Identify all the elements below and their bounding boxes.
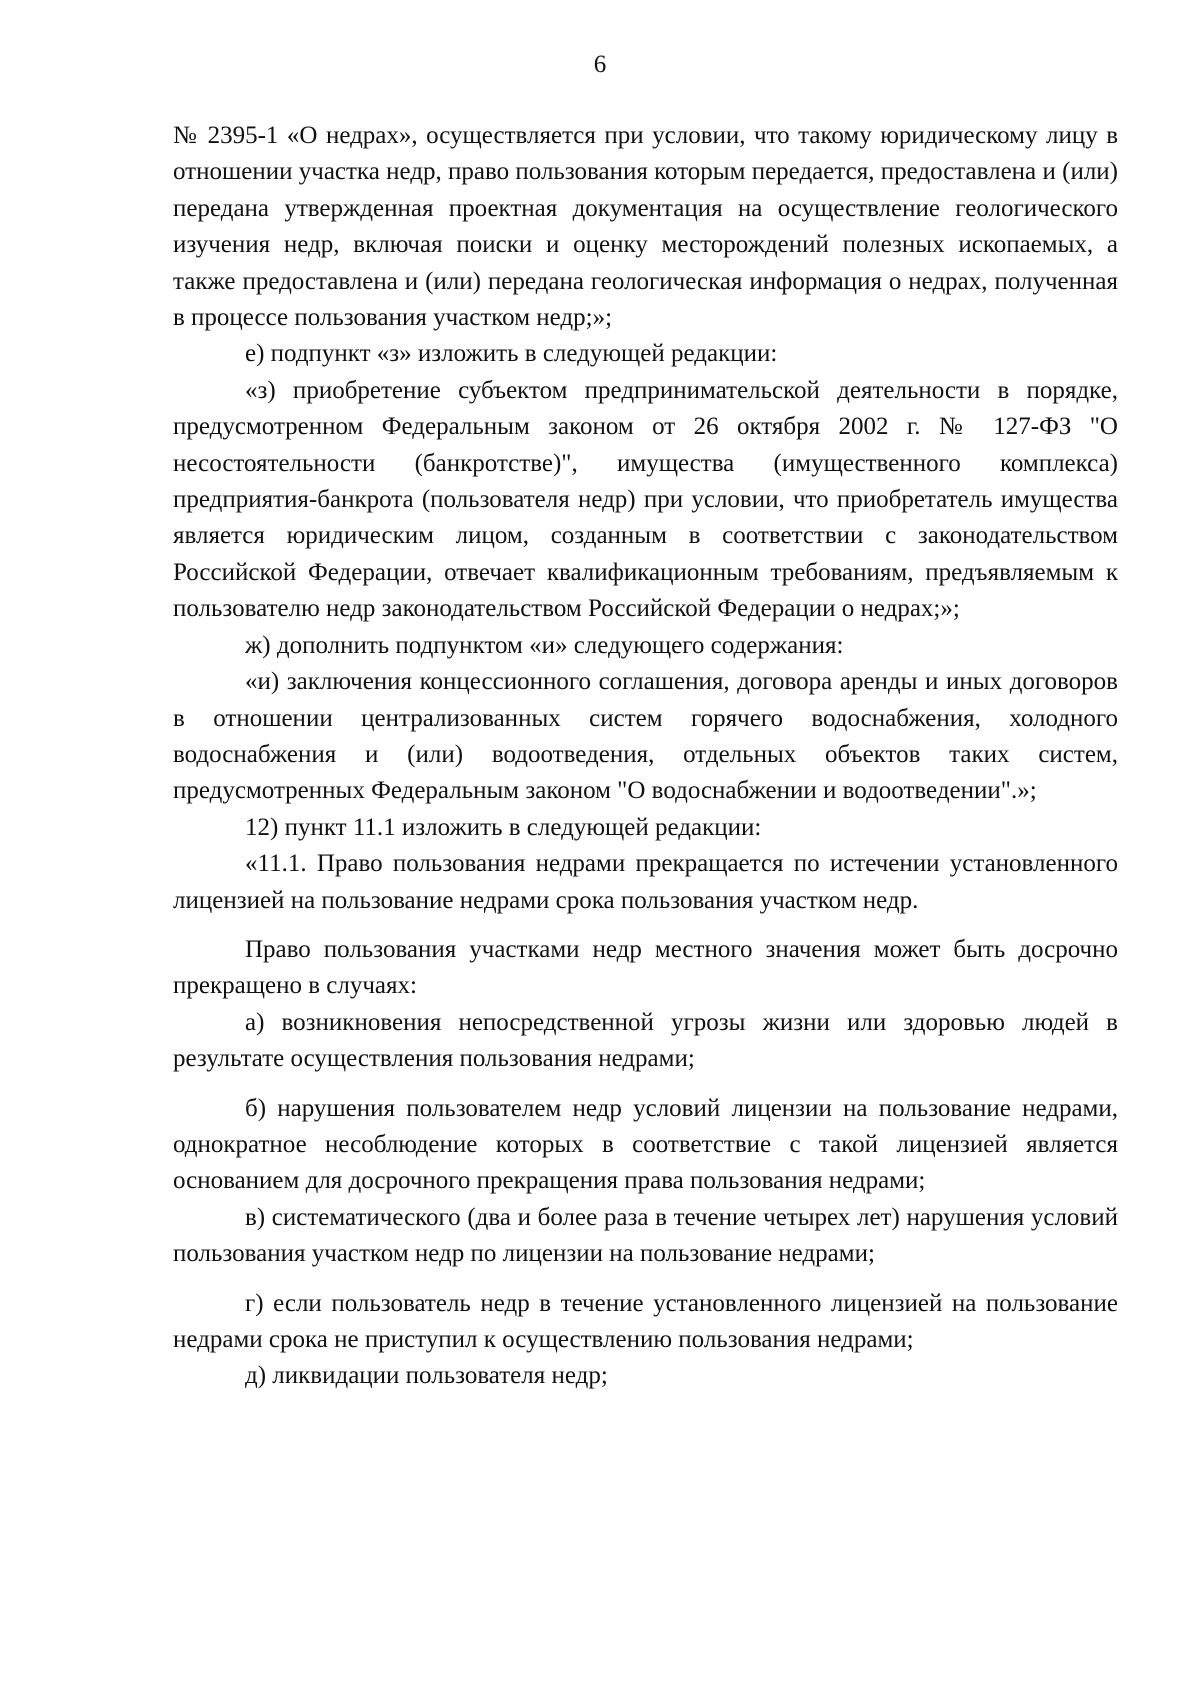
paragraph-subitem-z-text: «з) приобретение субъектом предпринимательской деятельности в порядке, предусмотренном Федеральным законом от 26 октября 2002 г. № 127-ФЗ "О несостоятельности (банкротстве)", имущества (имущественного комплекса) предприятия-банкрота (пользователя недр) при условии, что приобретатель имущества является юридическим лицом, созданным в соответствии с законодательством Российской Федерации, отвечает квалификационным требованиям, предъявляемым к пользователю недр законодательством Российской Федерации о недрах;»; [173, 376, 1118, 623]
paragraph-case-g: г) если пользователь недр в течение установленного лицензией на пользование недрами срока не приступил к осуществлению пользования недрами; [173, 1289, 1118, 1353]
paragraph-continuation: № 2395-1 «О недрах», осуществляется при условии, что такому юридическому лицу в отношении участка недр, право пользования которым передается, предоставлена и (или) передана утвержденная проектная документация на осуществление геологического изучения недр, включая поиски и оценку месторождений полезных ископаемых, а также предоставлена и (или) передана геологическая информация о недрах, полученная в процессе пользования участком недр;»; [173, 122, 1118, 332]
paragraph-clause-11-1: «11.1. Право пользования недрами прекращается по истечении установленного лицензией на пользование недрами срока пользования участком недр. [173, 850, 1118, 914]
paragraph-case-a: а) возникновения непосредственной угрозы жизни или здоровью людей в результате осуществления пользования недрами; [173, 1008, 1118, 1073]
page-number: 6 [593, 51, 607, 78]
paragraph-subitem-e: е) подпункт «з» изложить в следующей редакции: [245, 340, 778, 368]
paragraph-subitem-zh: ж) дополнить подпунктом «и» следующего содержания: [245, 631, 844, 659]
paragraph-case-b: б) нарушения пользователем недр условий лицензии на пользование недрами, однократное несоблюдение которых в соответствие с такой лицензией является основанием для досрочного прекращения права пользования недрами; [173, 1094, 1118, 1195]
paragraph-subitem-i-text: «и) заключения концессионного соглашения, договора аренды и иных договоров в отношении централизованных систем горячего водоснабжения, холодного водоснабжения и (или) водоотведения, отдельных объектов таких систем, предусмотренных Федеральным законом "О водоснабжении и водоотведении".»; [173, 668, 1118, 805]
paragraph-early-termination: Право пользования участками недр местного значения может быть досрочно прекращено в случаях: [173, 935, 1118, 1000]
paragraph-case-v: в) систематического (два и более раза в течение четырех лет) нарушения условий пользования участком недр по лицензии на пользование недрами; [173, 1203, 1118, 1268]
paragraph-item-12: 12) пункт 11.1 изложить в следующей редакции: [245, 813, 762, 841]
document-body [173, 118, 1118, 1395]
paragraph-case-d: д) ликвидации пользователя недр; [245, 1362, 608, 1390]
